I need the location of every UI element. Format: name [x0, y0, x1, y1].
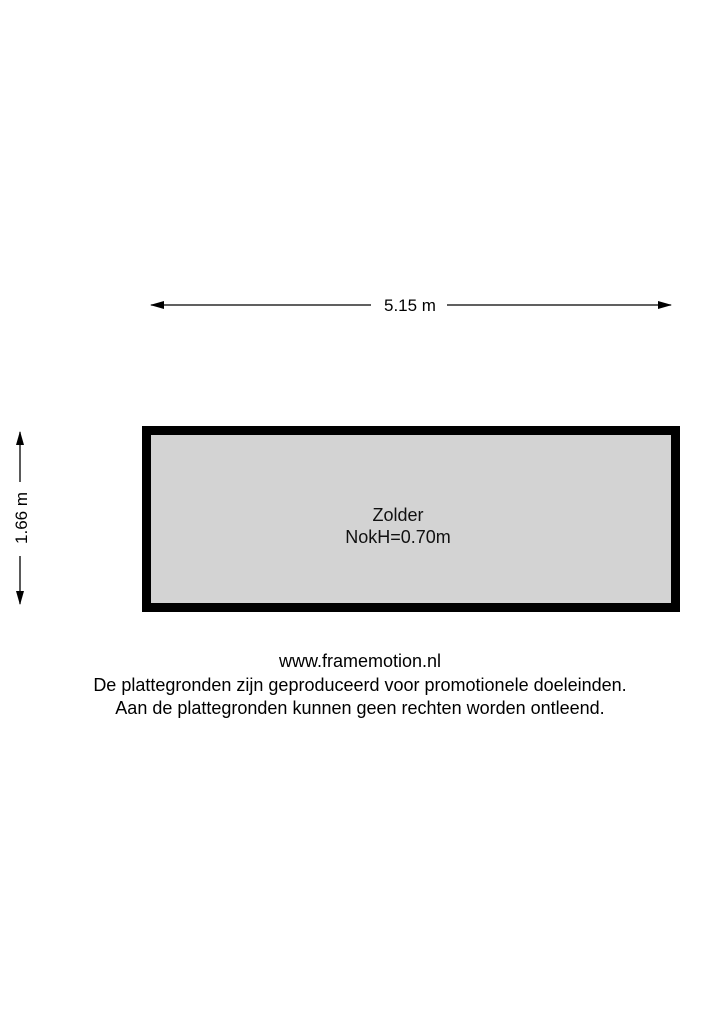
disclaimer-line-1: De plattegronden zijn geproduceerd voor promotionele doeleinden.	[93, 674, 627, 695]
room-ridge-height: NokH=0.70m	[345, 527, 451, 547]
width-dimension-label: 5.15 m	[384, 296, 436, 315]
width-dimension	[151, 296, 671, 315]
footer	[0, 650, 720, 721]
disclaimer-line-2: Aan de plattegronden kunnen geen rechten worden ontleend.	[115, 698, 605, 718]
room-zolder	[147, 431, 676, 608]
height-dimension-label: 1.66 m	[12, 492, 31, 544]
room-name: Zolder	[372, 505, 424, 525]
website-link[interactable]: www.framemotion.nl	[278, 651, 442, 671]
height-dimension	[12, 432, 31, 604]
